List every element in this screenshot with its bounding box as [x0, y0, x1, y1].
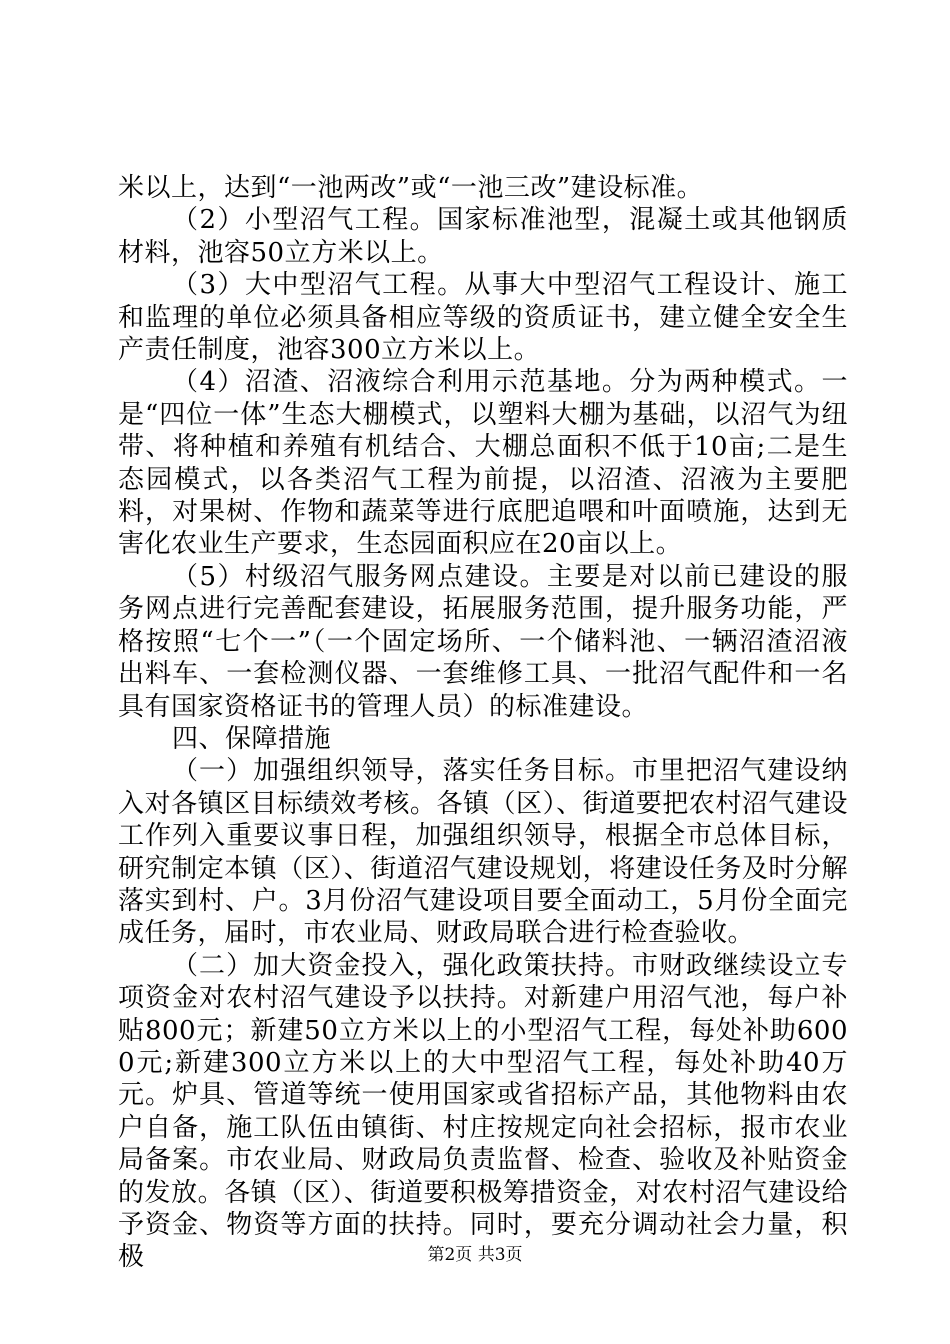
- document-body: [118, 172, 848, 1274]
- paragraph-village-service-network: （5）村级沼气服务网点建设。主要是对以前已建设的服务网点进行完善配套建设，拓展服务范围，提升服务功能，严格按照“七个一”（一个固定场所、一个储料池、一辆沼渣沼液出料车、一套检测仪器、一套维修工具、一批沼气配件和一名具有国家资格证书的管理人员）的标准建设。: [118, 561, 848, 722]
- paragraph-small-biogas-project: （2）小型沼气工程。国家标准池型，混凝土或其他钢质材料，池容50立方米以上。: [118, 205, 848, 268]
- paragraph-organization-leadership: （一）加强组织领导，落实任务目标。市里把沼气建设纳入对各镇区目标绩效考核。各镇（区）、街道要把农村沼气建设工作列入重要议事日程，加强组织领导，根据全市总体目标，研究制定本镇（区）、街道沼气建设规划，将建设任务及时分解落实到村、户。3月份沼气建设项目要全面动工，5月份全面完成任务，届时，市农业局、财政局联合进行检查验收。: [118, 756, 848, 949]
- paragraph-continuation: 米以上，达到“一池两改”或“一池三改”建设标准。: [118, 173, 704, 203]
- page-footer: 第2页 共3页: [427, 1245, 523, 1265]
- paragraph-funding-investment: （二）加大资金投入，强化政策扶持。市财政继续设立专项资金对农村沼气建设予以扶持。对新建户用沼气池，每户补贴800元；新建50立方米以上的小型沼气工程，每处补助6000元;新建300立方米以上的大中型沼气工程，每处补助40万元。炉具、管道等统一使用国家或省招标产品，其他物料由农户自备，施工队伍由镇街、村庄按规定向社会招标，报市农业局备案。市农业局、财政局负责监督、检查、验收及补贴资金的发放。各镇（区）、街道要积极筹措资金，对农村沼气建设给予资金、物资等方面的扶持。同时，要充分调动社会力量，积极: [118, 950, 848, 1273]
- paragraph-large-medium-biogas-project: （3）大中型沼气工程。从事大中型沼气工程设计、施工和监理的单位必须具备相应等级的资质证书，建立健全安全生产责任制度，池容300立方米以上。: [118, 270, 848, 366]
- paragraph-residue-utilization-base: （4）沼渣、沼液综合利用示范基地。分为两种模式。一是“四位一体”生态大棚模式，以塑料大棚为基础，以沼气为纽带、将种植和养殖有机结合、大棚总面积不低于10亩;二是生态园模式，以各类沼气工程为前提，以沼渣、沼液为主要肥料，对果树、作物和蔬菜等进行底肥追喂和叶面喷施，达到无害化农业生产要求，生态园面积应在20亩以上。: [118, 367, 848, 560]
- section-heading-safeguard-measures: 四、保障措施: [172, 723, 332, 754]
